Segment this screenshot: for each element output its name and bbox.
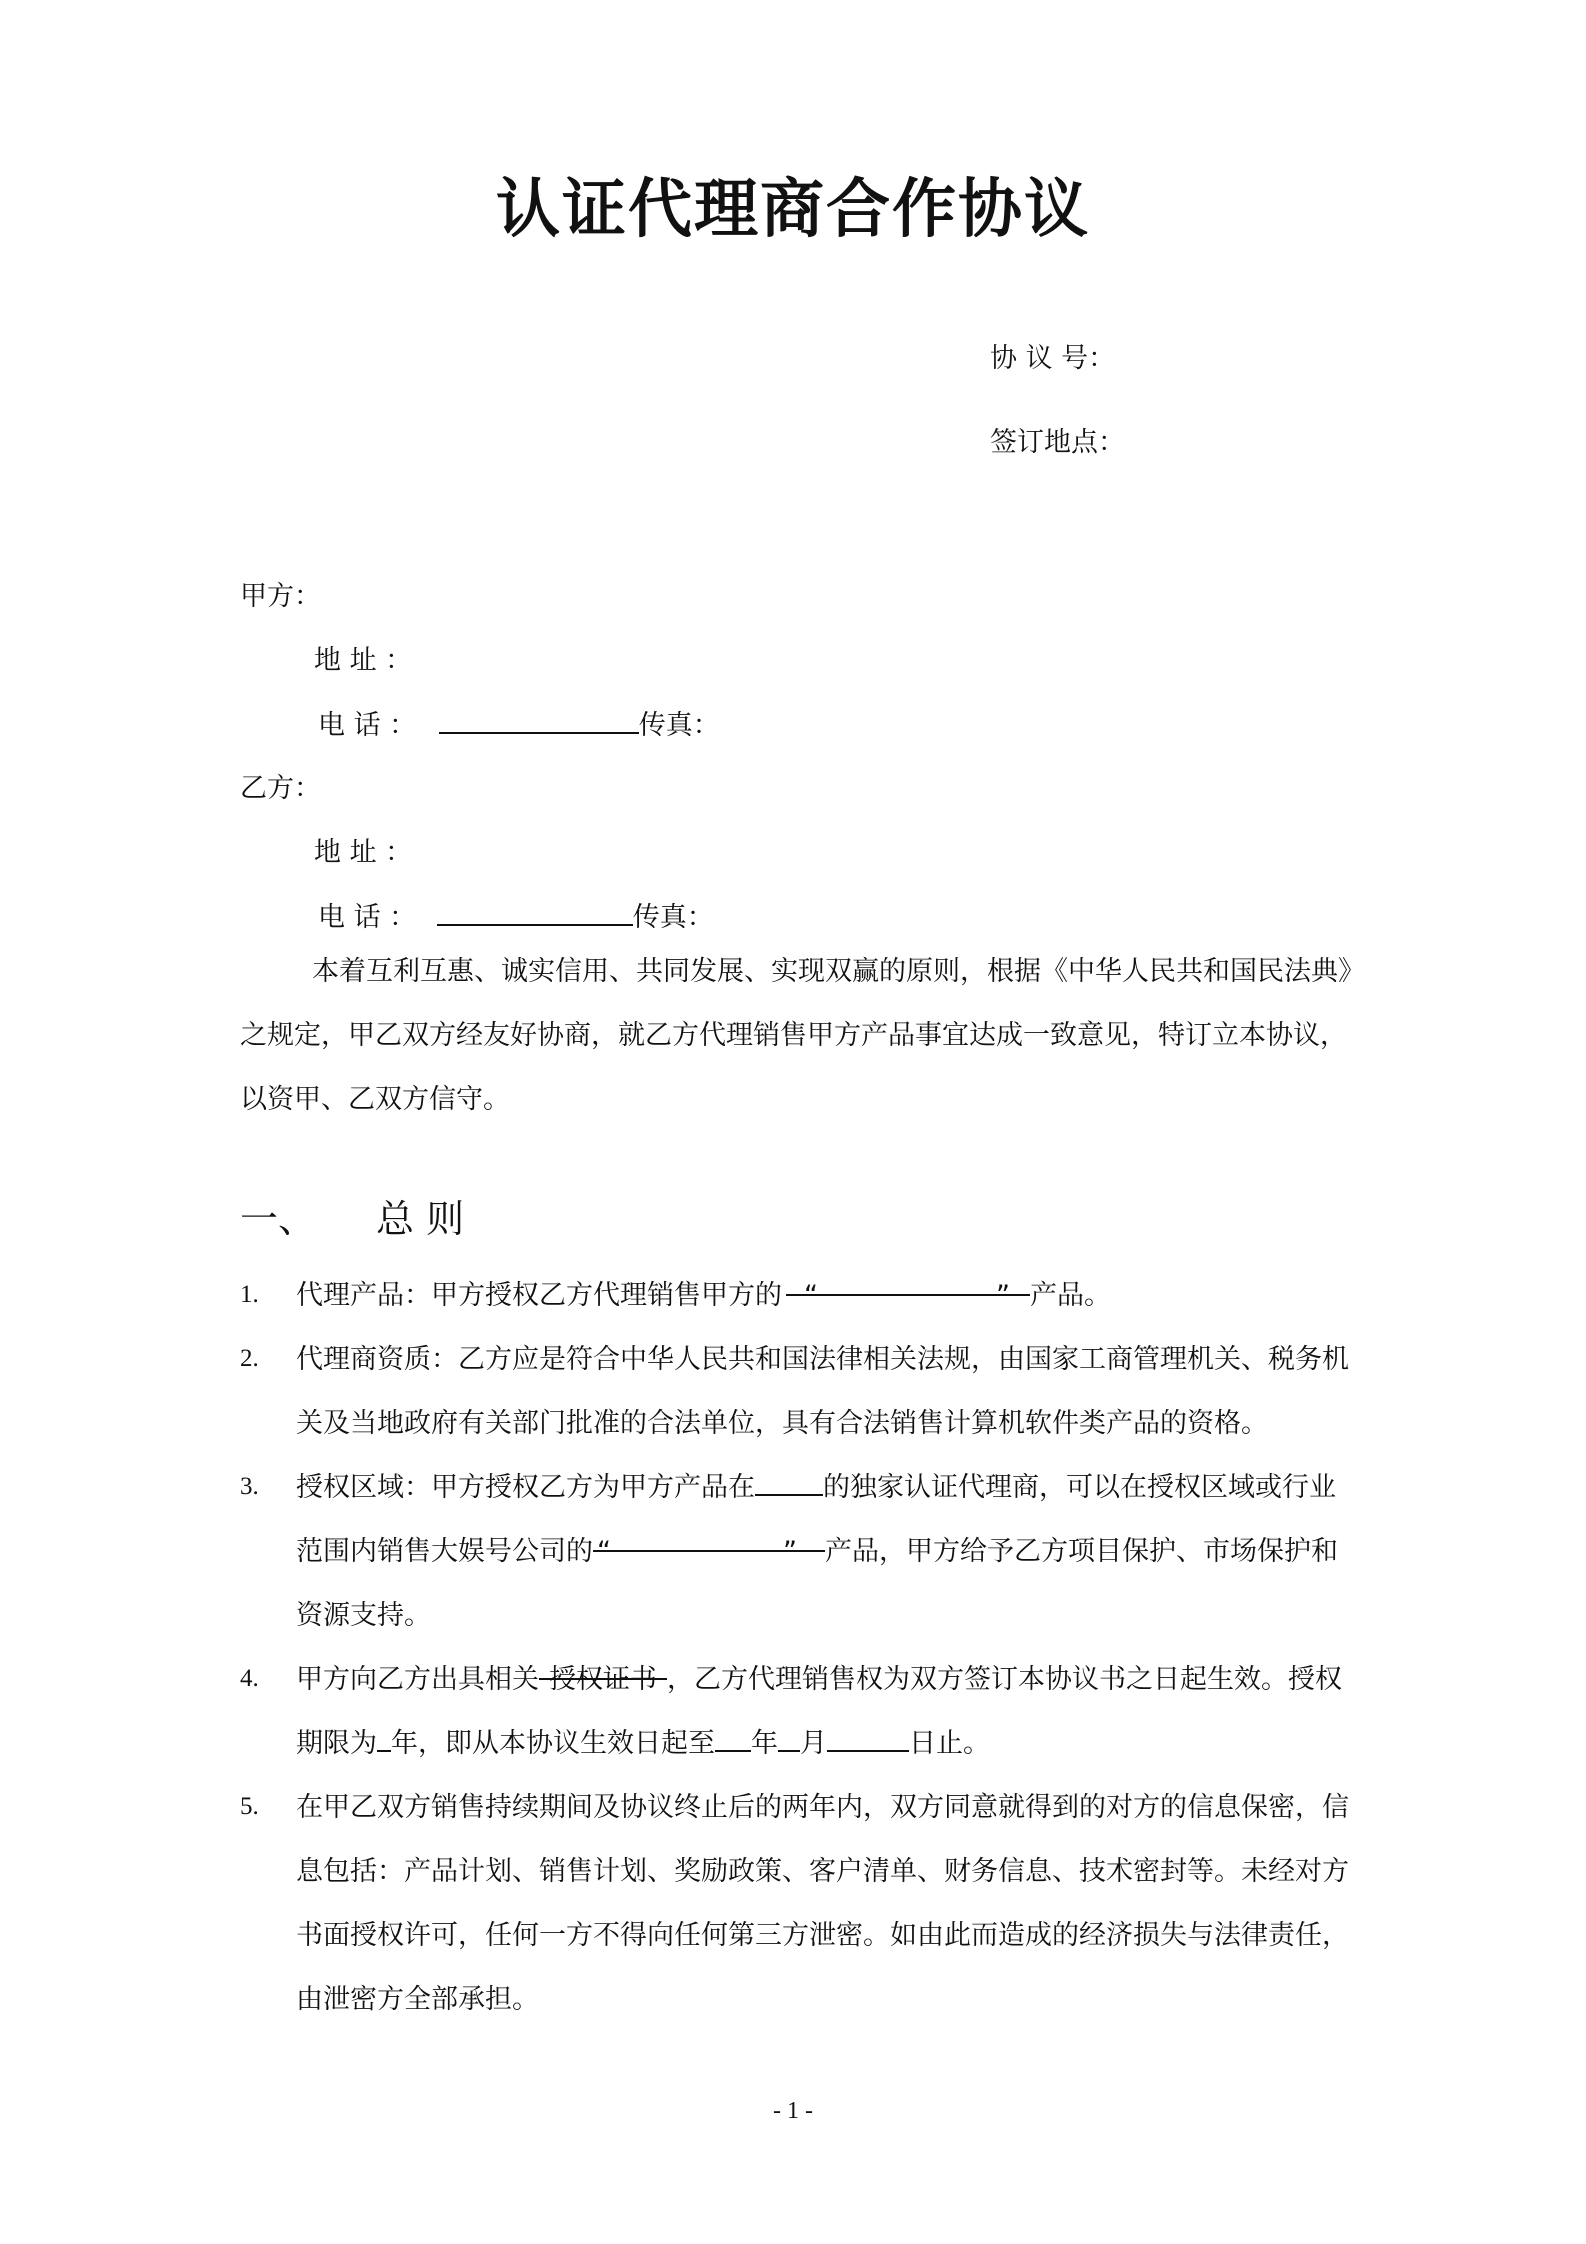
item-2-number: 2. (240, 1345, 259, 1372)
item-1-number: 1. (240, 1281, 259, 1308)
item-5: 在甲乙双方销售持续期间及协议终止后的两年内，双方同意就得到的对方的信息保密，信息包括：产品计划、销售计划、奖励政策、客户清单、财务信息、技术密封等。未经对方书面授权许可，任何一方不得向任何第三方泄密。如由此而造成的经济损失与法律责任，由泄密方全部承担。 (296, 1792, 1349, 2015)
item-4-day-blank (827, 1720, 909, 1752)
item-4-text-f: 日止。 (909, 1728, 990, 1759)
item-4-text-b: ，乙方代理销售权为双方签订本协议书之日起生效。授权期限为 (296, 1664, 1342, 1759)
item-3-region-blank (755, 1464, 823, 1496)
item-3-quote-close: ” (783, 1536, 797, 1567)
party-b-address-label: 地 址 ： (314, 837, 413, 868)
party-b-fax-label: 传真： (632, 902, 714, 933)
party-b-phone-label: 电 话 ： (318, 902, 417, 933)
item-3-product-blank (593, 1520, 825, 1567)
signing-place-label: 签订地点： (990, 427, 1125, 458)
item-2: 代理商资质：乙方应是符合中华人民共和国法律相关法规，由国家工商管理机关、税务机关及当地政府有关部门批准的合法单位，具有合法销售计算机软件类产品的资格。 (296, 1344, 1349, 1439)
section-heading (240, 1188, 464, 1243)
item-4-text-e: 月 (800, 1728, 827, 1759)
item-4 (296, 1648, 1352, 1776)
item-3-quote-open: “ (597, 1536, 611, 1567)
party-b-label: 乙方： (240, 773, 321, 804)
party-a-fax-label: 传真： (638, 710, 720, 741)
party-a-phone-blank (439, 702, 639, 734)
item-3 (296, 1456, 1352, 1648)
party-b-contact-line (318, 894, 714, 934)
item-1 (296, 1264, 1352, 1328)
page-number: - 1 - (773, 2098, 813, 2124)
item-4-text-d: 年 (751, 1728, 778, 1759)
item-4-month-blank (778, 1720, 800, 1752)
section-number: 一、 (240, 1197, 317, 1241)
agreement-number-label: 协 议 号： (990, 343, 1116, 374)
item-1-text-a: 代理产品：甲方授权乙方代理销售甲方的 (296, 1280, 782, 1311)
item-1-text-b: 产品。 (1030, 1280, 1111, 1311)
item-3-text-c: 产品，甲方给予乙方项目保护、市场保护和资源支持。 (296, 1536, 1338, 1631)
party-b-phone-blank (437, 894, 633, 926)
party-a-phone-label: 电 话 ： (318, 710, 417, 741)
section-title: 总 则 (376, 1197, 465, 1241)
party-a-label: 甲方： (240, 581, 321, 612)
document-title: 认证代理商合作协议 (496, 173, 1090, 247)
item-3-text-b: 的独家认证代理商，可以在授权区域或行业范围内销售大娱号公司的 (296, 1472, 1336, 1567)
item-4-years-blank (377, 1720, 391, 1752)
party-a-address-label: 地 址 ： (314, 645, 413, 676)
item-3-text-a: 授权区域：甲方授权乙方为甲方产品在 (296, 1472, 755, 1503)
item-1-quote-open: “ (804, 1280, 818, 1311)
item-1-quote-close: ” (996, 1280, 1010, 1311)
item-1-product-blank (786, 1264, 1030, 1311)
item-4-year-blank (715, 1720, 751, 1752)
item-5-number: 5. (240, 1793, 259, 1820)
item-4-text-c: 年，即从本协议生效日起至 (391, 1728, 715, 1759)
intro-paragraph: 本着互利互惠、诚实信用、共同发展、实现双赢的原则，根据《中华人民共和国民法典》之规定，甲乙双方经友好协商，就乙方代理销售甲方产品事宜达成一致意见，特订立本协议，以资甲、乙双方信守。 (240, 956, 1352, 1115)
item-4-number: 4. (240, 1665, 259, 1692)
item-4-certificate: 授权证书 (539, 1648, 667, 1680)
item-3-number: 3. (240, 1473, 259, 1500)
item-4-text-a: 甲方向乙方出具相关 (296, 1664, 539, 1695)
party-a-contact-line (318, 702, 720, 742)
